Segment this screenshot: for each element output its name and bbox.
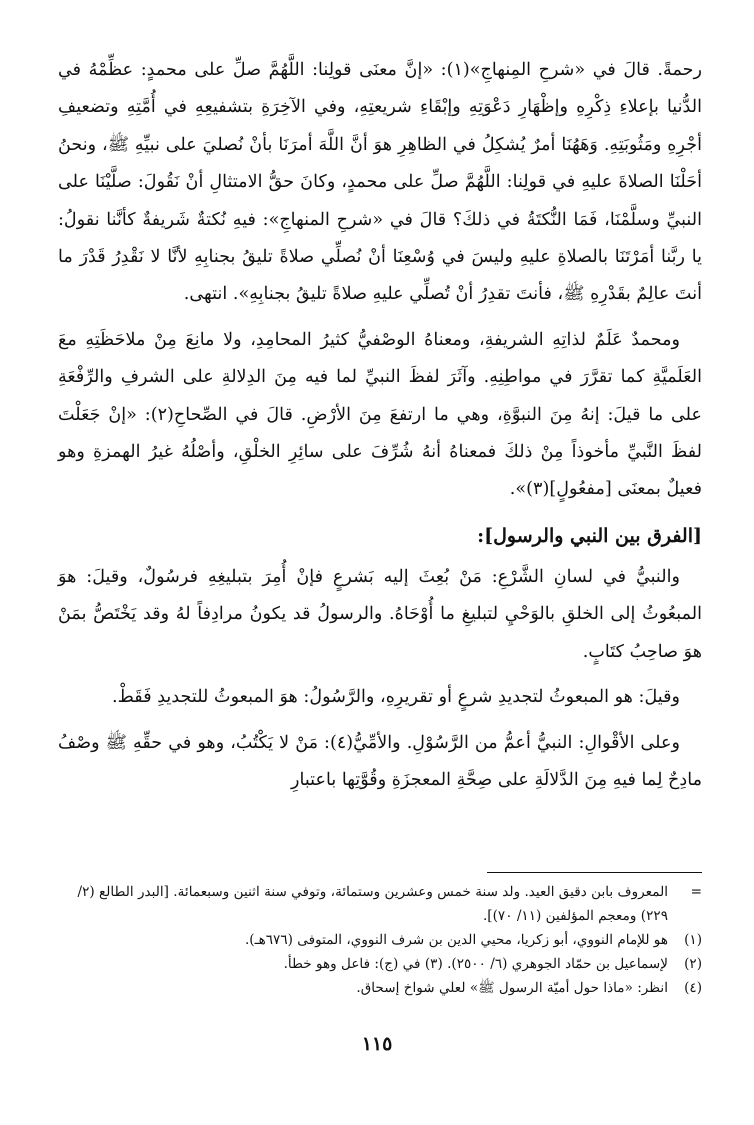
- footnote-marker: (٤): [684, 980, 702, 996]
- footnote-marker: =: [690, 884, 702, 900]
- body-paragraph-1: رحمةً. قالَ في «شرحِ المِنهاجِ»(١): «إنَّ معنَى قولِنا: اللَّهُمَّ صلِّ على محمدٍ: عظِّمْهُ في الدُّنيا بإعلاءِ ذِكْرِهِ وإظْهَارِ دَعْوَتِهِ وإبْقَاءِ شريعتِهِ، وفي الآخِرَةِ بتشفيعِهِ في أُمَّتِهِ وتضعيفِ أجْرِهِ ومَثُوبَتِهِ. وَهَهُنَا أمرٌ يُشكِلُ في الظاهِرِ هوَ أنَّ اللَّهَ أمرَنَا بأنْ نُصليَ على نبيِّهِ ﷺ، ونحنُ أحَلْنَا الصلاةَ عليهِ في قولِنا: اللَّهُمَّ صلِّ على محمدٍ، وكانَ حقُّ الامتثالِ أنْ نَقُولَ: صلَّيْنَا على النبيِّ وسلَّمْنَا، فَمَا النُّكتَةُ في ذلكَ؟ قالَ في «شرحِ المنهاجِ»: فيهِ نُكتةٌ شَريفةٌ كأنَّنا نقولُ: يا ربَّنا أمَرْتَنَا بالصلاةِ عليهِ وليسَ في وُسْعِنَا أنْ نُصلِّي صلاةً تليقُ بجنابِهِ لأنَّا لا نَقْدِرُ قَدْرَ ما أنتَ عالِمٌ بقَدْرِهِ ﷺ، فأنتَ تقدِرُ أنْ تُصلِّي عليهِ صلاةً تليقُ بجنابِهِ». انتهى.: [58, 60, 703, 305]
- page-body: [58, 52, 702, 807]
- footnote-text: انظر: «ماذا حول أميّة الرسول ﷺ» لعلي شواخ إسحاق.: [356, 980, 668, 996]
- footnotes: [58, 880, 702, 1000]
- footnote-1: [58, 928, 702, 952]
- footnote-text: هو للإمام النووي، أبو زكريا، محيي الدين بن شرف النووي، المتوفى (٦٧٦هـ).: [244, 932, 668, 948]
- page-number: ١١٥: [361, 1033, 393, 1055]
- footnote-marker: (١): [684, 932, 702, 948]
- body-paragraph-3: والنبيُّ في لسانِ الشَّرْعِ: مَنْ بُعِثَ إليه بَشرعٍ فإنْ أُمِرَ بتبليغِهِ فرسُولٌ، وقيلَ: هوَ المبعُوثُ إلى الخلقِ بالوَحْيِ لتبليغِ ما أُوْحَاهُ. والرسولُ قد يكونُ مرادِفاً لهُ وقد يَخْتَصُّ بمَنْ هوَ صاحِبُ كتَابٍ.: [58, 566, 702, 662]
- footnote-text: المعروف بابن دقيق العيد. ولد سنة خمس وعشرين وستمائة، وتوفي سنة اثنين وسبعمائة. [البدر الطالع (٢/ ٢٢٩) ومعجم المؤلفين (١١/ ٧٠)].: [77, 884, 668, 924]
- footnote-continuation: [58, 880, 702, 928]
- footnote-text: لإسماعيل بن حمّاد الجوهري (٦/ ٢٥٠٠). (٣) في (ج): فاعل وهو خطأ.: [283, 956, 668, 972]
- footnote-2: [58, 952, 702, 976]
- footnote-marker: (٢): [684, 956, 702, 972]
- footnote-separator: [487, 872, 702, 873]
- section-heading: [الفرق بين النبي والرسول]:: [477, 524, 702, 547]
- footnote-4: [58, 976, 702, 1000]
- body-paragraph-2: ومحمدٌ عَلَمٌ لذاتِهِ الشريفةِ، ومعناهُ الوصْفيُّ كثيرُ المحامِدِ، ولا مانِعَ مِنْ ملاحَظَتِهِ معَ العَلَميَّةِ كما تقرَّرَ في مواطِنِهِ. وآثَرَ لفظَ النبيِّ لما فيه مِنَ الدِلالةِ على الشرفِ والرِّفْعَةِ على ما قيلَ: إنهُ مِنَ النبوَّةِ، وهي ما ارتفعَ مِنَ الأرْضِ. قالَ في الصِّحاحِ(٢): «إنْ جَعَلْتَ لفظَ النَّبيِّ مأخوذاً مِنْ ذلكَ فمعناهُ أنهُ شُرِّفَ على سائِرِ الخلْقِ، وأصْلُهُ غيرُ الهمزةِ وهو فعيلٌ بمعنَى [مفعُولٍ](٣)».: [58, 329, 703, 500]
- body-paragraph-4: وقيلَ: هو المبعوثُ لتجديدِ شرعٍ أو تقريرِهِ، والرَّسُولُ: هوَ المبعوثُ للتجديدِ فَقَطْ.: [112, 687, 680, 708]
- body-paragraph-5: وعلى الأقْوالِ: النبيُّ أعمُّ من الرَّسُوْلِ. والأمِّيُّ(٤): مَنْ لا يَكْتُبُ، وهو في حقِّهِ ﷺ وصْفُ مادِحٌ لِما فيهِ مِنَ الدَّلالَةِ على صِحَّةِ المعجزَةِ وقُوَّتِها باعتبارِ: [58, 732, 702, 790]
